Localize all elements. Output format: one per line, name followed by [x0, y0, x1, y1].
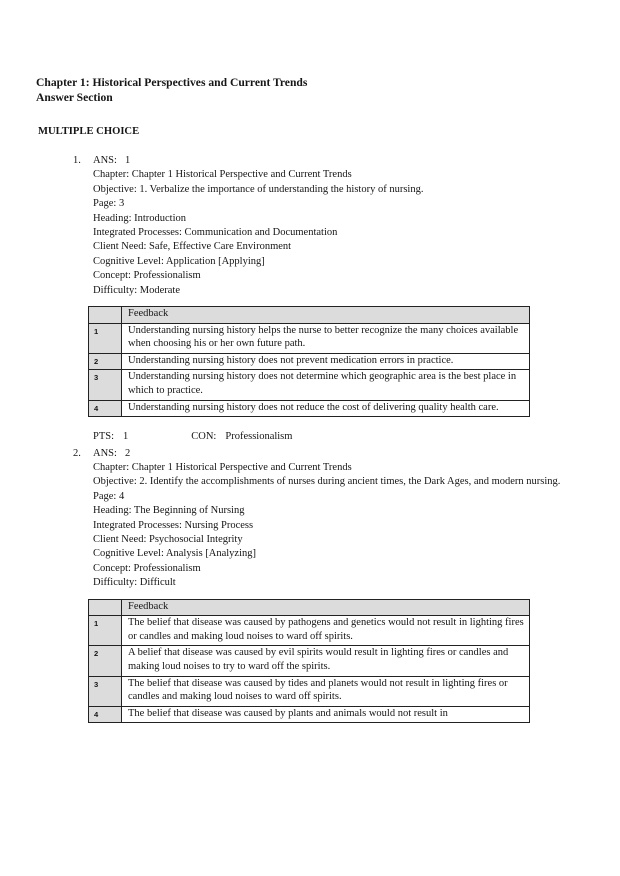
answer-line: [93, 447, 585, 461]
feedback-row-number: 4: [89, 400, 122, 417]
feedback-row-text: The belief that disease was caused by pathogens and genetics would not result in lighting fires or candles and making loud noises to ward off spirits.: [122, 616, 530, 646]
multiple-choice-heading: MULTIPLE CHOICE: [38, 126, 140, 137]
detail-difficulty: Difficulty: Difficult: [93, 577, 176, 589]
feedback-row-number: 2: [89, 353, 122, 370]
detail-client-need: Client Need: Psychosocial Integrity: [93, 534, 243, 546]
detail-integrated-processes: Integrated Processes: Communication and Documentation: [93, 227, 338, 239]
detail-heading: Heading: The Beginning of Nursing: [93, 505, 245, 517]
feedback-row: [89, 323, 530, 353]
feedback-row-text: Understanding nursing history does not prevent medication errors in practice.: [122, 353, 530, 370]
detail-client-need: Client Need: Safe, Effective Care Environment: [93, 241, 292, 253]
feedback-row: [89, 370, 530, 400]
detail-difficulty: Difficulty: Moderate: [93, 284, 180, 296]
feedback-row: [89, 676, 530, 706]
pts-label: PTS:: [93, 431, 115, 443]
item-number: 1.: [73, 155, 81, 166]
detail-chapter: Chapter: Chapter 1 Historical Perspective and Current Trends: [93, 169, 352, 181]
feedback-header-cell: Feedback: [122, 599, 530, 616]
detail-objective: Objective: 2. Identify the accomplishments of nurses during ancient times, the Dark Ages, and modern nursing.: [93, 476, 561, 488]
answer-section-title: Answer Section: [36, 91, 113, 104]
feedback-row-number: 1: [89, 323, 122, 353]
con-value: Professionalism: [225, 431, 293, 443]
detail-cognitive-level: Cognitive Level: Analysis [Analyzing]: [93, 548, 257, 560]
detail-concept: Concept: Professionalism: [93, 270, 201, 282]
ans-label: ANS:: [93, 155, 117, 166]
ans-value: 1: [124, 155, 131, 166]
ans-value: 2: [124, 447, 131, 459]
detail-integrated-processes: Integrated Processes: Nursing Process: [93, 519, 254, 531]
feedback-row-text: A belief that disease was caused by evil spirits would result in lighting fires or candles and making loud noises to try to ward off the spirits.: [122, 646, 530, 676]
feedback-row-text: The belief that disease was caused by plants and animals would not result in: [122, 706, 530, 723]
detail-objective: Objective: 1. Verbalize the importance of understanding the history of nursing.: [93, 183, 424, 195]
feedback-row: [89, 706, 530, 723]
feedback-row-text: Understanding nursing history does not determine which geographic area is the best place in which to practice.: [122, 370, 530, 400]
con-label: CON:: [191, 431, 217, 443]
feedback-row: [89, 400, 530, 417]
feedback-row-number: 4: [89, 706, 122, 723]
feedback-row: [89, 646, 530, 676]
feedback-corner-cell: [89, 307, 122, 324]
feedback-table-2: [88, 599, 530, 724]
feedback-row-text: Understanding nursing history helps the nurse to better recognize the many choices available when choosing his or her own future path.: [122, 323, 530, 353]
feedback-header-row: [89, 599, 530, 616]
pts-value: 1: [123, 431, 129, 443]
detail-cognitive-level: Cognitive Level: Application [Applying]: [93, 255, 265, 267]
item-body: [93, 447, 585, 724]
detail-chapter: Chapter: Chapter 1 Historical Perspective and Current Trends: [93, 462, 352, 474]
detail-heading: Heading: Introduction: [93, 212, 187, 224]
feedback-row: [89, 616, 530, 646]
points-line: [93, 430, 585, 444]
item-body: [93, 154, 585, 445]
answer-item-1: [73, 154, 586, 445]
feedback-row: [89, 353, 530, 370]
feedback-table-1: [88, 306, 530, 417]
feedback-header-row: [89, 307, 530, 324]
detail-page: Page: 4: [93, 490, 125, 502]
feedback-row-text: Understanding nursing history does not reduce the cost of delivering quality health care.: [122, 400, 530, 417]
feedback-header-cell: Feedback: [122, 307, 530, 324]
feedback-row-number: 1: [89, 616, 122, 646]
feedback-row-number: 3: [89, 370, 122, 400]
answer-line: [93, 154, 585, 168]
item-number: 2.: [73, 447, 81, 459]
feedback-row-number: 3: [89, 676, 122, 706]
answer-item-2: [73, 447, 586, 724]
feedback-row-number: 2: [89, 646, 122, 676]
feedback-corner-cell: [89, 599, 122, 616]
chapter-title: Chapter 1: Historical Perspectives and Current Trends: [36, 76, 308, 89]
detail-page: Page: 3: [93, 198, 125, 210]
feedback-row-text: The belief that disease was caused by tides and planets would not result in lighting fires or candles and making loud noises to ward off spirits.: [122, 676, 530, 706]
detail-concept: Concept: Professionalism: [93, 562, 201, 574]
ans-label: ANS:: [93, 447, 117, 459]
